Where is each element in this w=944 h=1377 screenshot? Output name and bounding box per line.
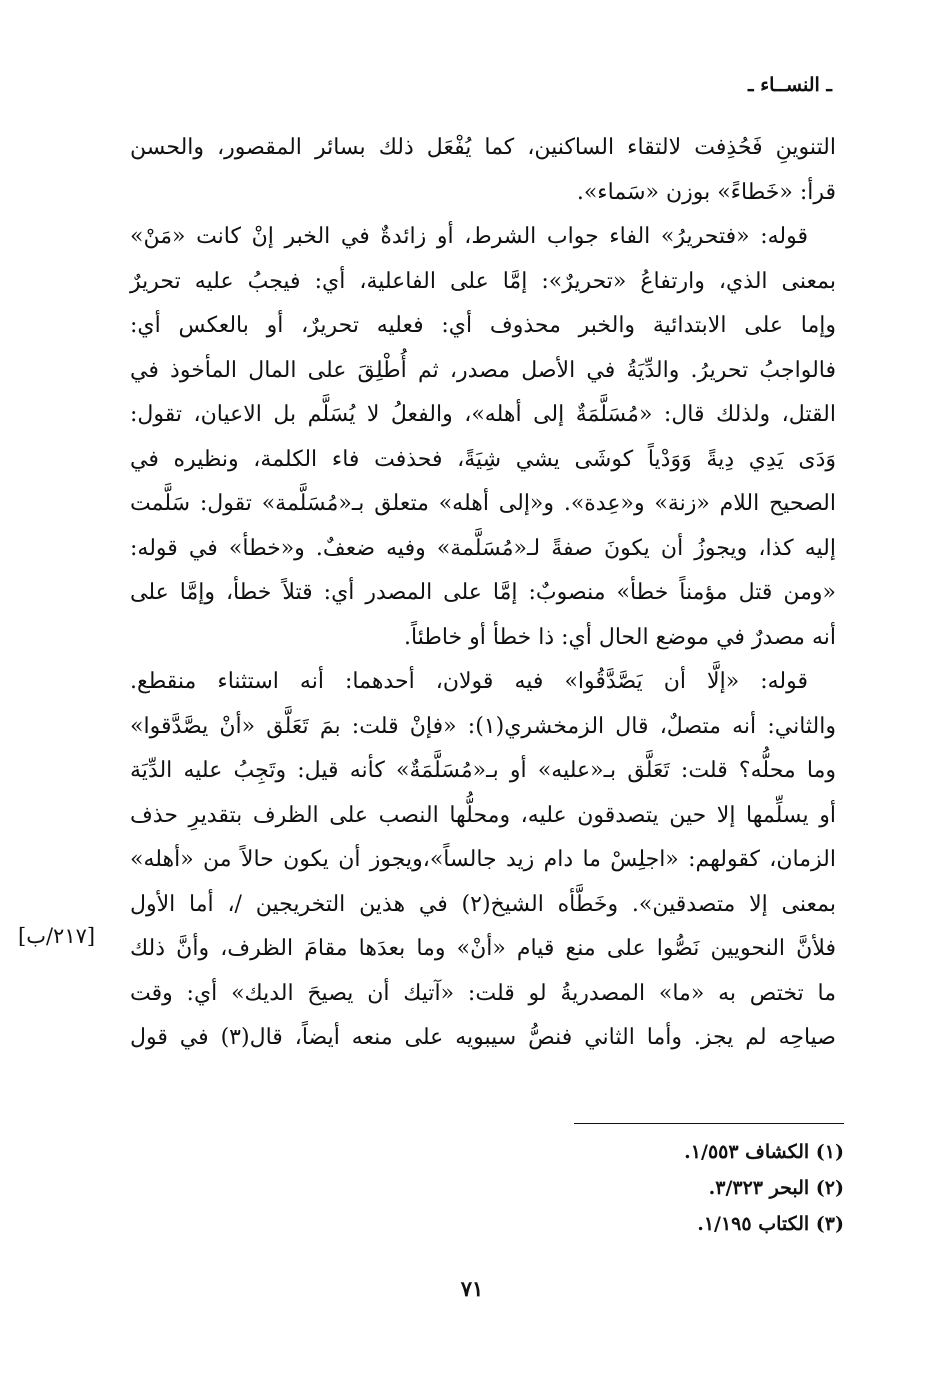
text-line: الزمان، كقولهم: «اجلِسْ ما دام زيد جالساً»،ويجوز أن يكون حالاً من «أهله» [130, 847, 836, 872]
text-line: وما محلُّه؟ قلت: تَعَلَّق بـ«عليه» أو بـ«مُسَلَّمَةٌ» كأنه قيل: وتَجِبُ عليه الدِّيَة [130, 758, 836, 783]
text-line: أو يسلِّمها إلا حين يتصدقون عليه، ومحلُّها النصب على الظرف بتقديرِ حذف [130, 802, 836, 828]
text-line: قوله: «إلَّا أن يَصَّدَّقُوا» فيه قولان، أحدهما: أنه استثناء منقطع. [130, 669, 808, 694]
text-line: وإما على الابتدائية والخبر محذوف أي: فعليه تحريرٌ، أو بالعكس أي: [130, 313, 836, 338]
text-line: وَدَى يَدِي دِيةً وَوَدْياً كوشَى يشي شِيَةً، فحذفت فاء الكلمة، ونظيره في [130, 446, 836, 472]
text-line: بمعنى إلا متصدقين». وخَطَّأه الشيخ(٢) في هذين التخريجين /، أما الأول [130, 891, 836, 917]
text-line: بمعنى الذي، وارتفاعُ «تحريرٌ»: إمَّا على الفاعلية، أي: فيجبُ عليه تحريرٌ [130, 268, 836, 294]
footnotes [684, 1134, 844, 1242]
footnote-divider [574, 1123, 844, 1124]
text-line: الصحيح اللام «زنة» و«عِدة». و«إلى أهله» متعلق بـ«مُسَلَّمة» تقول: سَلَّمت [130, 491, 836, 516]
running-header: ـ النســاء ـ [748, 74, 832, 96]
footnote: (٢) البحر ٣/٣٢٣. [708, 1177, 844, 1199]
text-line: إليه كذا، ويجوزُ أن يكونَ صفةً لـ«مُسَلَّمة» وفيه ضعفٌ. و«خطأ» في قوله: [130, 535, 836, 561]
text-line: ما تختص به «ما» المصدريةُ لو قلت: «آتيك أن يصيحَ الديك» أي: وقت [130, 980, 836, 1006]
text-line: فلأنَّ النحويين نَصُّوا على منع قيام «أنْ» وما بعدَها مقامَ الظرف، وأنَّ ذلك [130, 936, 836, 961]
text-line: القتل، ولذلك قال: «مُسَلَّمَةٌ إلى أهله»، والفعلُ لا يُسَلَّم بل الاعيان، تقول: [130, 402, 836, 427]
text-line: فالواجبُ تحريرُ. والدِّيَةُ في الأصل مصدر، ثم أُطْلِقَ على المال المأخوذ في [130, 357, 836, 383]
text-line: قوله: «فتحريرُ» الفاء جواب الشرط، أو زائدةٌ في الخبر إنْ كانت «مَنْ» [130, 224, 808, 249]
text-line: التنوينِ فَحُذِفت لالتقاء الساكنين، كما يُفْعَل ذلك بسائر المقصور، والحسن [130, 135, 836, 160]
footnote: (٣) الكتاب ١/١٩٥. [697, 1213, 844, 1235]
text-line: «ومن قتل مؤمناً خطأ» منصوبٌ: إمَّا على المصدر أي: قتلاً خطأ، وإمَّا على [130, 580, 836, 605]
page-number: ٧١ [460, 1276, 484, 1301]
margin-folio-note: [٢١٧/ب] [18, 924, 96, 948]
text-line: والثاني: أنه متصلٌ، قال الزمخشري(١): «فإنْ قلت: بمَ تَعَلَّق «أنْ يصَّدَّقوا» [130, 713, 836, 739]
text-line: صياحِه لم يجز. وأما الثاني فنصُّ سيبويه على منعه أيضاً، قال(٣) في قول [130, 1025, 836, 1050]
main-text [130, 126, 836, 1061]
footnote: (١) الكشاف ١/٥٥٣. [684, 1141, 844, 1163]
text-line: قرأ: «خَطاءً» بوزن «سَماء». [576, 179, 836, 205]
text-line: أنه مصدرٌ في موضع الحال أي: ذا خطأ أو خاطئاً. [404, 624, 836, 650]
